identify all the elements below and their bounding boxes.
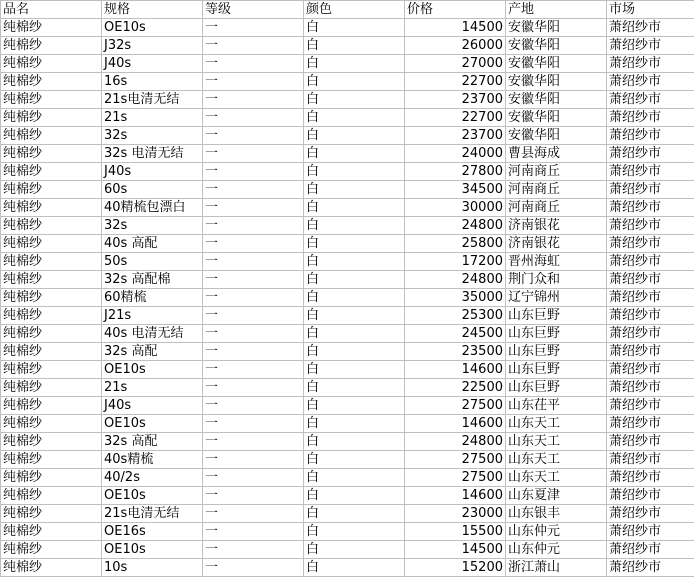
cell-name[interactable]: 纯棉纱	[1, 109, 102, 127]
cell-color[interactable]: 白	[304, 73, 405, 91]
cell-spec[interactable]: OE16s	[102, 523, 203, 541]
cell-color[interactable]: 白	[304, 145, 405, 163]
cell-market[interactable]: 萧绍纱市	[607, 523, 694, 541]
cell-origin[interactable]: 山东巨野	[506, 307, 607, 325]
table-row	[1, 271, 694, 289]
table-row	[1, 253, 694, 271]
table-row	[1, 145, 694, 163]
header-cell-spec[interactable]: 规格	[102, 1, 203, 19]
cell-market[interactable]: 萧绍纱市	[607, 397, 694, 415]
cell-name[interactable]: 纯棉纱	[1, 487, 102, 505]
cell-color[interactable]: 白	[304, 487, 405, 505]
cell-grade[interactable]: 一	[203, 55, 304, 73]
cell-origin[interactable]: 安徽华阳	[506, 19, 607, 37]
cell-grade[interactable]: 一	[203, 145, 304, 163]
cell-color[interactable]: 白	[304, 181, 405, 199]
cell-origin[interactable]: 河南商丘	[506, 181, 607, 199]
cell-spec[interactable]: 40精梳包漂白	[102, 199, 203, 217]
cell-name[interactable]: 纯棉纱	[1, 541, 102, 559]
cell-color[interactable]: 白	[304, 523, 405, 541]
cell-spec[interactable]: 21s	[102, 379, 203, 397]
cell-market[interactable]: 萧绍纱市	[607, 469, 694, 487]
cell-price[interactable]: 24800	[405, 271, 506, 289]
cell-grade[interactable]: 一	[203, 181, 304, 199]
cell-grade[interactable]: 一	[203, 37, 304, 55]
cell-name[interactable]: 纯棉纱	[1, 361, 102, 379]
cell-color[interactable]: 白	[304, 379, 405, 397]
cell-grade[interactable]: 一	[203, 109, 304, 127]
cell-name[interactable]: 纯棉纱	[1, 559, 102, 577]
cell-price[interactable]: 24000	[405, 145, 506, 163]
cell-origin[interactable]: 河南商丘	[506, 163, 607, 181]
cell-price[interactable]: 22700	[405, 73, 506, 91]
cell-market[interactable]: 萧绍纱市	[607, 343, 694, 361]
cell-name[interactable]: 纯棉纱	[1, 379, 102, 397]
table-row	[1, 289, 694, 307]
cell-grade[interactable]: 一	[203, 523, 304, 541]
cell-color[interactable]: 白	[304, 559, 405, 577]
cell-origin[interactable]: 山东夏津	[506, 487, 607, 505]
table-row	[1, 415, 694, 433]
cell-spec[interactable]: 32s 高配	[102, 433, 203, 451]
cell-grade[interactable]: 一	[203, 307, 304, 325]
cell-price[interactable]: 23700	[405, 127, 506, 145]
cell-price[interactable]: 24500	[405, 325, 506, 343]
cell-name[interactable]: 纯棉纱	[1, 307, 102, 325]
cell-grade[interactable]: 一	[203, 487, 304, 505]
cell-spec[interactable]: J32s	[102, 37, 203, 55]
cell-grade[interactable]: 一	[203, 289, 304, 307]
table-row	[1, 37, 694, 55]
table-row	[1, 469, 694, 487]
table-row	[1, 487, 694, 505]
cell-price[interactable]: 15200	[405, 559, 506, 577]
cell-price[interactable]: 23700	[405, 91, 506, 109]
cell-price[interactable]: 27500	[405, 469, 506, 487]
cell-color[interactable]: 白	[304, 343, 405, 361]
cell-name[interactable]: 纯棉纱	[1, 343, 102, 361]
cell-market[interactable]: 萧绍纱市	[607, 451, 694, 469]
cell-price[interactable]: 25300	[405, 307, 506, 325]
cell-price[interactable]: 26000	[405, 37, 506, 55]
cell-origin[interactable]: 安徽华阳	[506, 91, 607, 109]
table-row	[1, 559, 694, 577]
cell-name[interactable]: 纯棉纱	[1, 199, 102, 217]
cell-origin[interactable]: 安徽华阳	[506, 127, 607, 145]
cell-grade[interactable]: 一	[203, 433, 304, 451]
cell-spec[interactable]: 40s精梳	[102, 451, 203, 469]
cell-grade[interactable]: 一	[203, 163, 304, 181]
cell-name[interactable]: 纯棉纱	[1, 217, 102, 235]
cell-name[interactable]: 纯棉纱	[1, 253, 102, 271]
cell-spec[interactable]: 32s	[102, 127, 203, 145]
cell-spec[interactable]: OE10s	[102, 541, 203, 559]
cell-grade[interactable]: 一	[203, 451, 304, 469]
table-row	[1, 199, 694, 217]
cell-spec[interactable]: OE10s	[102, 487, 203, 505]
cell-spec[interactable]: 60精梳	[102, 289, 203, 307]
cell-grade[interactable]: 一	[203, 253, 304, 271]
cell-grade[interactable]: 一	[203, 19, 304, 37]
cell-price[interactable]: 27500	[405, 451, 506, 469]
cell-name[interactable]: 纯棉纱	[1, 19, 102, 37]
cell-name[interactable]: 纯棉纱	[1, 505, 102, 523]
cell-grade[interactable]: 一	[203, 541, 304, 559]
cell-market[interactable]: 萧绍纱市	[607, 181, 694, 199]
cell-spec[interactable]: 40s 高配	[102, 235, 203, 253]
table-row	[1, 181, 694, 199]
cell-market[interactable]: 萧绍纱市	[607, 325, 694, 343]
cell-grade[interactable]: 一	[203, 325, 304, 343]
cell-origin[interactable]: 晋州海虹	[506, 253, 607, 271]
cell-name[interactable]: 纯棉纱	[1, 397, 102, 415]
cell-origin[interactable]: 山东天工	[506, 451, 607, 469]
cell-price[interactable]: 15500	[405, 523, 506, 541]
cell-spec[interactable]: 50s	[102, 253, 203, 271]
cell-price[interactable]: 27500	[405, 397, 506, 415]
cell-color[interactable]: 白	[304, 55, 405, 73]
cell-name[interactable]: 纯棉纱	[1, 145, 102, 163]
cell-name[interactable]: 纯棉纱	[1, 325, 102, 343]
cell-spec[interactable]: OE10s	[102, 415, 203, 433]
cell-price[interactable]: 17200	[405, 253, 506, 271]
cell-origin[interactable]: 安徽华阳	[506, 55, 607, 73]
cell-name[interactable]: 纯棉纱	[1, 523, 102, 541]
table-row	[1, 19, 694, 37]
cell-origin[interactable]: 河南商丘	[506, 199, 607, 217]
table-row	[1, 541, 694, 559]
cell-color[interactable]: 白	[304, 19, 405, 37]
cell-market[interactable]: 萧绍纱市	[607, 235, 694, 253]
cell-origin[interactable]: 安徽华阳	[506, 73, 607, 91]
cell-market[interactable]: 萧绍纱市	[607, 217, 694, 235]
table-row	[1, 73, 694, 91]
table-row	[1, 505, 694, 523]
cell-spec[interactable]: 10s	[102, 559, 203, 577]
cell-price[interactable]: 34500	[405, 181, 506, 199]
cell-grade[interactable]: 一	[203, 415, 304, 433]
cell-spec[interactable]: 21s电清无结	[102, 505, 203, 523]
cell-color[interactable]: 白	[304, 451, 405, 469]
cell-grade[interactable]: 一	[203, 73, 304, 91]
header-cell-grade[interactable]: 等级	[203, 1, 304, 19]
cell-spec[interactable]: 21s电清无结	[102, 91, 203, 109]
table-row	[1, 523, 694, 541]
cell-market[interactable]: 萧绍纱市	[607, 487, 694, 505]
cell-name[interactable]: 纯棉纱	[1, 235, 102, 253]
cell-origin[interactable]: 济南银花	[506, 235, 607, 253]
cell-spec[interactable]: 32s 高配棉	[102, 271, 203, 289]
cell-spec[interactable]: 32s 电清无结	[102, 145, 203, 163]
cell-origin[interactable]: 山东银丰	[506, 505, 607, 523]
cell-origin[interactable]: 辽宁锦州	[506, 289, 607, 307]
cell-spec[interactable]: J21s	[102, 307, 203, 325]
cell-origin[interactable]: 山东天工	[506, 433, 607, 451]
cell-origin[interactable]: 安徽华阳	[506, 109, 607, 127]
cell-market[interactable]: 萧绍纱市	[607, 415, 694, 433]
cell-color[interactable]: 白	[304, 127, 405, 145]
cell-price[interactable]: 23500	[405, 343, 506, 361]
table-row	[1, 307, 694, 325]
cell-spec[interactable]: J40s	[102, 397, 203, 415]
cell-price[interactable]: 30000	[405, 199, 506, 217]
header-cell-origin[interactable]: 产地	[506, 1, 607, 19]
cell-color[interactable]: 白	[304, 91, 405, 109]
cell-price[interactable]: 22500	[405, 379, 506, 397]
cell-name[interactable]: 纯棉纱	[1, 37, 102, 55]
cell-spec[interactable]: 40/2s	[102, 469, 203, 487]
cell-name[interactable]: 纯棉纱	[1, 181, 102, 199]
table-row	[1, 91, 694, 109]
cell-name[interactable]: 纯棉纱	[1, 55, 102, 73]
cell-color[interactable]: 白	[304, 199, 405, 217]
cell-name[interactable]: 纯棉纱	[1, 91, 102, 109]
table-row	[1, 127, 694, 145]
cell-market[interactable]: 萧绍纱市	[607, 307, 694, 325]
cell-color[interactable]: 白	[304, 253, 405, 271]
cell-color[interactable]: 白	[304, 361, 405, 379]
cell-spec[interactable]: OE10s	[102, 361, 203, 379]
header-cell-name[interactable]: 品名	[1, 1, 102, 19]
header-cell-price[interactable]: 价格	[405, 1, 506, 19]
cell-spec[interactable]: J40s	[102, 163, 203, 181]
cell-name[interactable]: 纯棉纱	[1, 469, 102, 487]
cell-color[interactable]: 白	[304, 289, 405, 307]
cell-market[interactable]: 萧绍纱市	[607, 271, 694, 289]
table-row	[1, 379, 694, 397]
cell-origin[interactable]: 山东仲元	[506, 541, 607, 559]
cell-price[interactable]: 23000	[405, 505, 506, 523]
cell-market[interactable]: 萧绍纱市	[607, 73, 694, 91]
cell-price[interactable]: 14500	[405, 541, 506, 559]
cell-color[interactable]: 白	[304, 433, 405, 451]
cell-price[interactable]: 14600	[405, 487, 506, 505]
cell-spec[interactable]: 40s 电清无结	[102, 325, 203, 343]
table-row	[1, 361, 694, 379]
cell-market[interactable]: 萧绍纱市	[607, 289, 694, 307]
cell-grade[interactable]: 一	[203, 397, 304, 415]
header-cell-market[interactable]: 市场	[607, 1, 694, 19]
cell-name[interactable]: 纯棉纱	[1, 163, 102, 181]
cell-spec[interactable]: 32s 高配	[102, 343, 203, 361]
cell-color[interactable]: 白	[304, 109, 405, 127]
cell-market[interactable]: 萧绍纱市	[607, 199, 694, 217]
table-body	[1, 1, 694, 577]
cell-origin[interactable]: 济南银花	[506, 217, 607, 235]
cell-market[interactable]: 萧绍纱市	[607, 109, 694, 127]
cell-market[interactable]: 萧绍纱市	[607, 145, 694, 163]
cell-color[interactable]: 白	[304, 325, 405, 343]
table-row	[1, 217, 694, 235]
cell-name[interactable]: 纯棉纱	[1, 127, 102, 145]
cell-market[interactable]: 萧绍纱市	[607, 37, 694, 55]
cell-price[interactable]: 24800	[405, 217, 506, 235]
cell-origin[interactable]: 山东仲元	[506, 523, 607, 541]
cell-color[interactable]: 白	[304, 541, 405, 559]
table-row	[1, 451, 694, 469]
cell-origin[interactable]: 曹县海成	[506, 145, 607, 163]
cell-grade[interactable]: 一	[203, 379, 304, 397]
cell-market[interactable]: 萧绍纱市	[607, 361, 694, 379]
cell-spec[interactable]: 16s	[102, 73, 203, 91]
cell-spec[interactable]: J40s	[102, 55, 203, 73]
cell-market[interactable]: 萧绍纱市	[607, 19, 694, 37]
cell-price[interactable]: 27800	[405, 163, 506, 181]
table-row	[1, 433, 694, 451]
cell-market[interactable]: 萧绍纱市	[607, 379, 694, 397]
cell-origin[interactable]: 山东巨野	[506, 361, 607, 379]
cell-grade[interactable]: 一	[203, 271, 304, 289]
header-cell-color[interactable]: 颜色	[304, 1, 405, 19]
cell-color[interactable]: 白	[304, 235, 405, 253]
cell-origin[interactable]: 山东巨野	[506, 325, 607, 343]
cell-grade[interactable]: 一	[203, 559, 304, 577]
cell-price[interactable]: 35000	[405, 289, 506, 307]
cell-market[interactable]: 萧绍纱市	[607, 505, 694, 523]
cell-price[interactable]: 14600	[405, 415, 506, 433]
cell-market[interactable]: 萧绍纱市	[607, 559, 694, 577]
table-row	[1, 235, 694, 253]
cell-market[interactable]: 萧绍纱市	[607, 433, 694, 451]
cell-origin[interactable]: 浙江萧山	[506, 559, 607, 577]
table-row	[1, 55, 694, 73]
cell-origin[interactable]: 安徽华阳	[506, 37, 607, 55]
cell-grade[interactable]: 一	[203, 127, 304, 145]
cell-color[interactable]: 白	[304, 37, 405, 55]
cell-market[interactable]: 萧绍纱市	[607, 541, 694, 559]
cell-grade[interactable]: 一	[203, 217, 304, 235]
cell-color[interactable]: 白	[304, 217, 405, 235]
header-row	[1, 1, 694, 19]
cell-name[interactable]: 纯棉纱	[1, 433, 102, 451]
cell-spec[interactable]: 21s	[102, 109, 203, 127]
cell-price[interactable]: 25800	[405, 235, 506, 253]
cell-spec[interactable]: 32s	[102, 217, 203, 235]
cell-grade[interactable]: 一	[203, 343, 304, 361]
cell-origin[interactable]: 荆门众和	[506, 271, 607, 289]
cell-price[interactable]: 22700	[405, 109, 506, 127]
cell-color[interactable]: 白	[304, 163, 405, 181]
table-row	[1, 163, 694, 181]
cell-origin[interactable]: 山东巨野	[506, 343, 607, 361]
cell-color[interactable]: 白	[304, 505, 405, 523]
cell-name[interactable]: 纯棉纱	[1, 289, 102, 307]
cell-color[interactable]: 白	[304, 397, 405, 415]
cell-color[interactable]: 白	[304, 415, 405, 433]
cell-grade[interactable]: 一	[203, 235, 304, 253]
cell-price[interactable]: 14600	[405, 361, 506, 379]
cell-grade[interactable]: 一	[203, 91, 304, 109]
cell-origin[interactable]: 山东巨野	[506, 379, 607, 397]
cell-grade[interactable]: 一	[203, 505, 304, 523]
cell-name[interactable]: 纯棉纱	[1, 271, 102, 289]
cell-origin[interactable]: 山东天工	[506, 415, 607, 433]
cell-grade[interactable]: 一	[203, 199, 304, 217]
cell-grade[interactable]: 一	[203, 361, 304, 379]
table-row	[1, 343, 694, 361]
cell-spec[interactable]: 60s	[102, 181, 203, 199]
cell-market[interactable]: 萧绍纱市	[607, 253, 694, 271]
cell-spec[interactable]: OE10s	[102, 19, 203, 37]
cell-price[interactable]: 24800	[405, 433, 506, 451]
cell-origin[interactable]: 山东天工	[506, 469, 607, 487]
cell-name[interactable]: 纯棉纱	[1, 451, 102, 469]
cell-price[interactable]: 27000	[405, 55, 506, 73]
cell-market[interactable]: 萧绍纱市	[607, 55, 694, 73]
cell-market[interactable]: 萧绍纱市	[607, 163, 694, 181]
cell-price[interactable]: 14500	[405, 19, 506, 37]
cell-market[interactable]: 萧绍纱市	[607, 127, 694, 145]
cell-name[interactable]: 纯棉纱	[1, 415, 102, 433]
cell-color[interactable]: 白	[304, 271, 405, 289]
cell-color[interactable]: 白	[304, 307, 405, 325]
table-row	[1, 325, 694, 343]
table-row	[1, 397, 694, 415]
cell-market[interactable]: 萧绍纱市	[607, 91, 694, 109]
table-row	[1, 109, 694, 127]
cell-color[interactable]: 白	[304, 469, 405, 487]
cell-name[interactable]: 纯棉纱	[1, 73, 102, 91]
cell-grade[interactable]: 一	[203, 469, 304, 487]
cell-origin[interactable]: 山东茌平	[506, 397, 607, 415]
